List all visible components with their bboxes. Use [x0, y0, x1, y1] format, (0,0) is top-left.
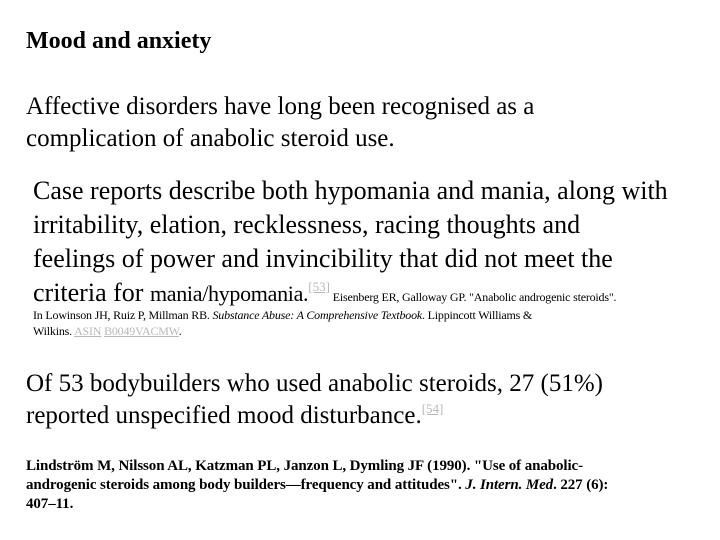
asin-link[interactable]: ASIN	[74, 324, 102, 338]
paragraph-text: mania/hypomania.	[149, 281, 309, 306]
citation-text: androgenic steroids among body builders—frequency and attitudes".	[26, 477, 466, 493]
citation-line	[26, 476, 706, 495]
paragraph-text: reported unspecified mood disturbance.	[26, 402, 422, 429]
paragraph-line: Of 53 bodybuilders who used anabolic steroids, 27 (51%)	[26, 370, 603, 397]
citation-text: .	[178, 324, 182, 338]
citation-line	[33, 323, 713, 339]
paragraph-case-reports	[33, 174, 720, 314]
paragraph-line: irritability, elation, recklessness, racing thoughts and	[33, 210, 581, 239]
citation-text: Eisenberg ER, Galloway GP. "Anabolic androgenic steroids".	[329, 290, 617, 304]
paragraph-line: complication of anabolic steroid use.	[26, 125, 395, 152]
asin-code-link[interactable]: B0049VACMW	[104, 324, 179, 338]
reference-link-53[interactable]: [53]	[308, 279, 330, 294]
section-heading: Mood and anxiety	[26, 28, 212, 54]
citation-text: . Lippincott Williams &	[422, 308, 533, 322]
citation-lowinson	[33, 307, 713, 339]
citation-text: . 227 (6):	[553, 477, 609, 493]
citation-text: In Lowinson JH, Ruiz P, Millman RB.	[33, 308, 213, 322]
paragraph-text: criteria for	[33, 278, 150, 307]
book-title: Substance Abuse: A Comprehensive Textbook	[212, 308, 423, 322]
paragraph-affective-disorders	[26, 91, 706, 155]
reference-link-54[interactable]: [54]	[421, 401, 444, 416]
paragraph-line: feelings of power and invincibility that did not meet the	[33, 244, 613, 273]
citation-line	[33, 307, 713, 323]
citation-line: Lindström M, Nilsson AL, Katzman PL, Janzon L, Dymling JF (1990). "Use of anabolic-	[26, 458, 583, 474]
citation-lindstrom	[26, 457, 706, 514]
paragraph-line: Affective disorders have long been recognised as a	[26, 93, 535, 120]
citation-text: Wilkins.	[33, 324, 75, 338]
paragraph-line: Case reports describe both hypomania and mania, along with	[33, 176, 668, 205]
journal-name: J. Intern. Med	[465, 477, 554, 493]
paragraph-line	[26, 400, 716, 432]
paragraph-bodybuilders	[26, 368, 716, 432]
citation-line: 407–11.	[26, 496, 74, 512]
